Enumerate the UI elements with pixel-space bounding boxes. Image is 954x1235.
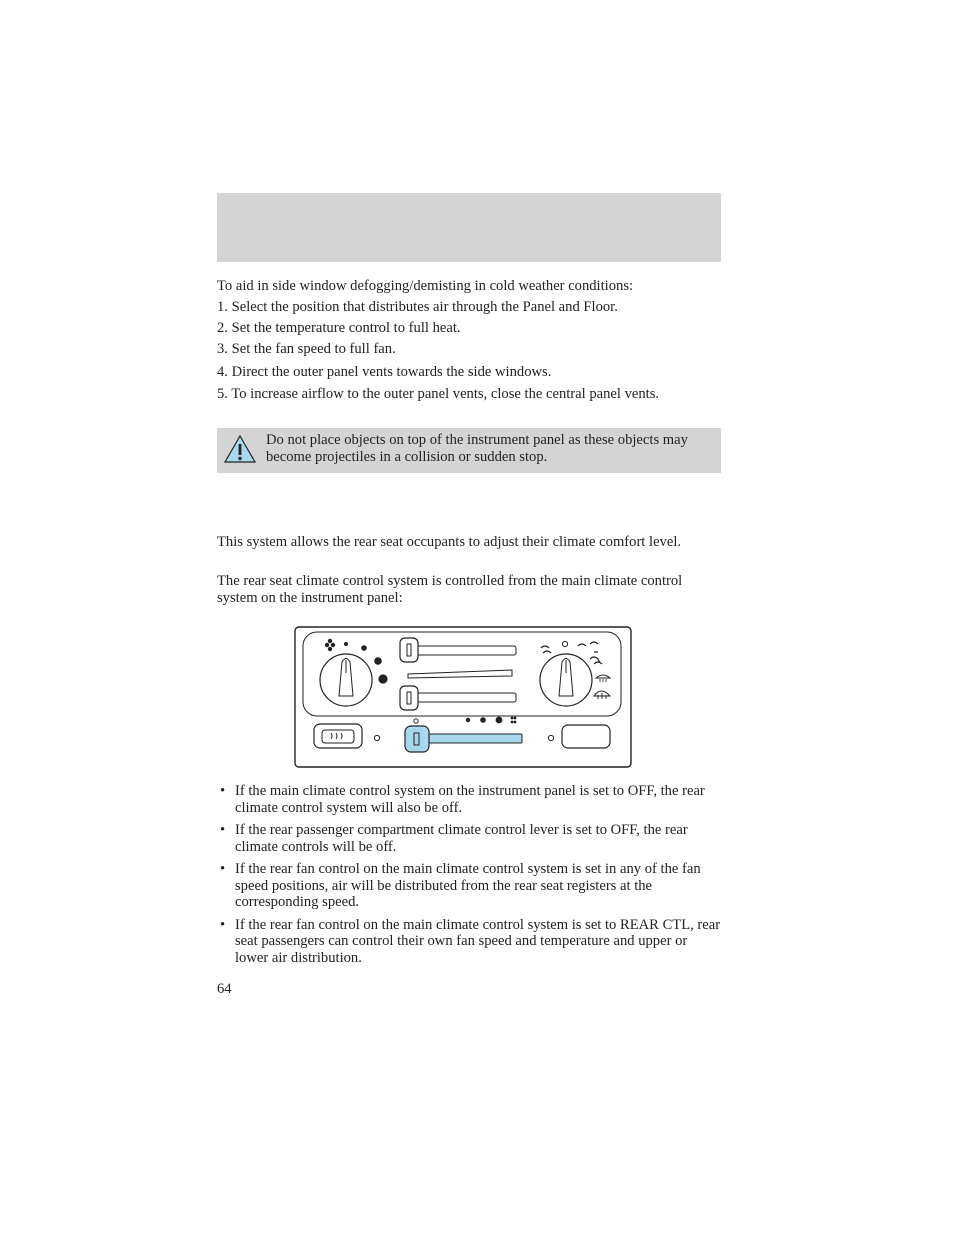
section-header-band [217,193,721,262]
bullet-text: If the main climate control system on the instrument panel is set to OFF, the rear climate control system will also be off. [235,783,705,816]
rear-fan-slider-handle [405,726,429,752]
bullet-marker: • [220,861,226,877]
step-4: 4. Direct the outer panel vents towards the side windows. [217,364,552,380]
bullet-text: If the rear fan control on the main climate control system is set in any of the fan speed positions, air will be distributed from the rear seat registers at the corresponding speed. [235,861,701,910]
rear-fan-dot-1 [466,718,470,722]
list-item [217,861,722,911]
list-item [217,917,722,967]
fan-speed-dot-2 [361,645,367,651]
rear-climate-bullet-list [217,783,722,972]
list-item [217,822,722,855]
step-5: 5. To increase airflow to the outer panel vents, close the central panel vents. [217,386,660,402]
bullet-marker: • [220,822,226,838]
mode-selector-knob [540,654,592,706]
rear-off-marker [414,719,418,723]
rear-intro-1: This system allows the rear seat occupants to adjust their climate comfort level. [217,534,682,550]
recirculation-slider-track [412,693,516,702]
ac-indicator [548,735,553,740]
bullet-text: If the rear fan control on the main climate control system is set to REAR CTL, rear seat passengers can control their own fan speed and temperature and upper or lower air distribution. [235,916,721,966]
intro-text: To aid in side window defogging/demisting in cold weather conditions: [217,278,634,294]
temperature-slider-handle [400,638,418,662]
fan-speed-dot-3 [374,657,382,665]
rear-fan-dot-2 [480,717,486,723]
list-item [217,783,722,816]
warning-triangle-icon [223,434,257,464]
recirculation-slider-handle [400,686,418,710]
page-number: 64 [217,981,232,997]
step-2: 2. Set the temperature control to full heat. [217,320,461,336]
step-1: 1. Select the position that distributes air through the Panel and Floor. [217,299,618,315]
fan-speed-dot-4 [378,674,387,683]
warning-box [217,428,721,473]
climate-control-panel-diagram [294,626,632,768]
rear-defrost-button [314,724,362,748]
bullet-text: If the rear passenger compartment climate control lever is set to OFF, the rear climate controls will be off. [235,822,688,855]
rear-fan-dot-3 [496,717,503,724]
warning-text: Do not place objects on top of the instrument panel as these objects may become projectiles in a collision or sudden stop. [266,432,688,465]
bullet-marker: • [220,783,226,799]
rear-intro-2: The rear seat climate control system is controlled from the main climate control system on the instrument panel: [217,573,683,606]
rear-defrost-indicator [374,735,379,740]
ac-button [562,725,610,748]
temperature-slider-track [412,646,516,655]
fan-speed-dot-1 [344,642,348,646]
mode-indicator-dot [562,641,567,646]
bullet-marker: • [220,916,226,933]
step-3: 3. Set the fan speed to full fan. [217,341,396,357]
fan-speed-knob [320,654,372,706]
